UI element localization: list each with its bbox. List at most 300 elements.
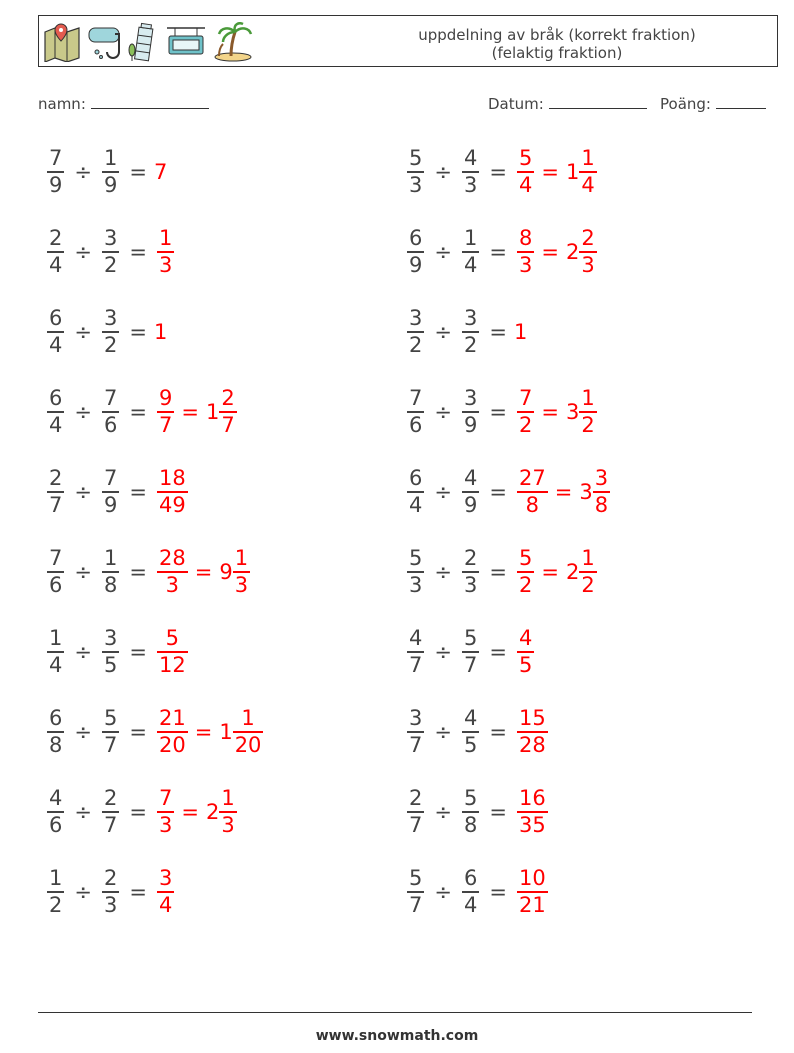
divisor-fraction-denominator: 6 (103, 413, 118, 437)
date-field[interactable] (488, 94, 647, 113)
divisor-fraction-numerator: 1 (463, 226, 478, 250)
mixed-denominator: 3 (581, 253, 595, 277)
divisor-fraction (102, 226, 119, 278)
dividend-fraction-denominator: 7 (409, 653, 423, 677)
divisor-fraction (462, 866, 479, 918)
answer-fraction-numerator: 28 (158, 546, 186, 570)
answer-fraction-denominator: 3 (158, 253, 173, 277)
answer-fraction (157, 546, 188, 598)
problem-item (44, 542, 253, 602)
dividend-fraction-denominator: 6 (49, 813, 63, 837)
mixed-denominator: 7 (221, 413, 235, 437)
equals-sign: = (489, 560, 507, 584)
answer-fraction (157, 626, 188, 678)
divisor-fraction-numerator: 7 (103, 466, 118, 490)
answer-fraction (157, 706, 188, 758)
answer-fraction (517, 146, 534, 198)
equals-sign: = (489, 800, 507, 824)
divisor-fraction-numerator: 5 (463, 626, 478, 650)
answer-fraction (517, 226, 534, 278)
answer (154, 866, 177, 918)
dividend-fraction-denominator: 4 (409, 493, 423, 517)
answer-fraction-numerator: 7 (518, 386, 533, 410)
answer (514, 146, 600, 198)
mixed-whole: 1 (565, 160, 580, 184)
dividend-fraction-numerator: 6 (49, 386, 63, 410)
divisor-fraction-denominator: 7 (463, 653, 478, 677)
divisor-fraction-numerator: 7 (103, 386, 118, 410)
problem-item (404, 542, 600, 602)
footer-divider (38, 1012, 752, 1013)
equals-sign: = (489, 480, 507, 504)
title-line-1: uppdelning av bråk (korrekt fraktion) (418, 26, 696, 44)
dividend-fraction (47, 546, 64, 598)
equals-sign: = (194, 560, 213, 584)
answer-fraction (517, 466, 548, 518)
answer (514, 226, 600, 278)
divisor-fraction (102, 146, 119, 198)
mixed-numerator: 1 (581, 146, 595, 170)
equals-sign: = (489, 720, 507, 744)
dividend-fraction-denominator: 3 (409, 573, 423, 597)
dividend-fraction-denominator: 9 (409, 253, 423, 277)
equals-sign: = (489, 400, 507, 424)
divisor-fraction-denominator: 3 (463, 173, 478, 197)
equals-sign: = (489, 640, 507, 664)
equals-sign: = (129, 560, 147, 584)
answer-fraction-numerator: 18 (158, 466, 186, 490)
mixed-denominator: 8 (594, 493, 609, 517)
divisor-fraction-numerator: 3 (103, 626, 118, 650)
equals-sign: = (489, 880, 507, 904)
divisor-fraction-denominator: 4 (463, 893, 478, 917)
equals-sign: = (129, 400, 147, 424)
problem-item (404, 702, 551, 762)
divisor-fraction-denominator: 2 (103, 253, 118, 277)
answer-fraction-denominator: 28 (518, 733, 546, 757)
dividend-fraction (47, 626, 64, 678)
dividend-fraction (407, 146, 424, 198)
dividend-fraction (47, 226, 64, 278)
divisor-fraction-numerator: 3 (103, 306, 118, 330)
answer-fraction-numerator: 4 (518, 626, 533, 650)
divisor-fraction-denominator: 3 (103, 893, 118, 917)
equals-sign: = (129, 880, 147, 904)
divisor-fraction-denominator: 7 (103, 733, 118, 757)
dividend-fraction-numerator: 2 (49, 466, 63, 490)
dividend-fraction (407, 306, 424, 358)
divide-sign: ÷ (74, 720, 92, 744)
answer-fraction (517, 706, 548, 758)
answer-whole: 1 (153, 320, 168, 344)
dividend-fraction (47, 386, 64, 438)
answer-fraction-numerator: 10 (518, 866, 546, 890)
equals-sign: = (489, 240, 507, 264)
mixed-denominator: 2 (581, 413, 595, 437)
answer-fraction-denominator: 20 (158, 733, 186, 757)
divisor-fraction (462, 786, 479, 838)
answer-fraction (517, 626, 534, 678)
answer-fraction-numerator: 3 (158, 866, 173, 890)
mixed-denominator: 20 (234, 733, 262, 757)
equals-sign: = (554, 480, 573, 504)
dividend-fraction (47, 466, 64, 518)
divide-sign: ÷ (434, 400, 452, 424)
dividend-fraction-numerator: 4 (49, 786, 63, 810)
answer-fraction-numerator: 8 (518, 226, 533, 250)
problem-item (44, 702, 266, 762)
divisor-fraction-denominator: 2 (103, 333, 118, 357)
mixed-numerator: 1 (234, 546, 249, 570)
answer (154, 546, 253, 598)
divisor-fraction-denominator: 9 (103, 173, 118, 197)
equals-sign: = (129, 480, 147, 504)
mixed-numerator: 1 (581, 386, 595, 410)
problem-item (404, 862, 551, 922)
problem-item (404, 622, 537, 682)
dividend-fraction-numerator: 6 (49, 706, 63, 730)
answer (514, 866, 551, 918)
answer-fraction (517, 786, 548, 838)
answer-fraction-denominator: 4 (518, 173, 533, 197)
equals-sign: = (129, 160, 147, 184)
mixed-denominator: 4 (581, 173, 595, 197)
mixed-whole: 3 (565, 400, 580, 424)
divide-sign: ÷ (74, 560, 92, 584)
divisor-fraction-numerator: 3 (463, 306, 478, 330)
answer (514, 466, 613, 518)
footer-url: www.snowmath.com (315, 1028, 479, 1044)
divide-sign: ÷ (434, 240, 452, 264)
divisor-fraction-numerator: 4 (463, 466, 478, 490)
name-blank[interactable] (91, 94, 209, 109)
dividend-fraction-denominator: 3 (409, 173, 423, 197)
answer-fraction (157, 866, 174, 918)
divisor-fraction-numerator: 4 (463, 706, 478, 730)
equals-sign: = (194, 720, 213, 744)
answer-fraction (157, 466, 188, 518)
divisor-fraction-denominator: 8 (103, 573, 118, 597)
equals-sign: = (489, 160, 507, 184)
answer (154, 706, 266, 758)
equals-sign: = (541, 560, 559, 584)
divide-sign: ÷ (74, 160, 92, 184)
divisor-fraction-numerator: 4 (463, 146, 478, 170)
equals-sign: = (129, 640, 147, 664)
dividend-fraction-denominator: 4 (49, 333, 63, 357)
dividend-fraction (47, 786, 64, 838)
dividend-fraction-denominator: 7 (49, 493, 63, 517)
mixed-numerator: 3 (594, 466, 609, 490)
problem-item (404, 782, 551, 842)
mixed-denominator: 3 (234, 573, 249, 597)
divisor-fraction (462, 546, 479, 598)
answer-fraction-denominator: 2 (518, 573, 533, 597)
answer (514, 786, 551, 838)
mixed-numerator: 1 (241, 706, 255, 730)
equals-sign: = (541, 160, 559, 184)
divide-sign: ÷ (74, 640, 92, 664)
divide-sign: ÷ (74, 480, 92, 504)
mixed-denominator: 3 (221, 813, 235, 837)
divisor-fraction-numerator: 2 (103, 866, 118, 890)
divide-sign: ÷ (434, 800, 452, 824)
divide-sign: ÷ (434, 880, 452, 904)
dividend-fraction (407, 786, 424, 838)
mixed-whole: 1 (205, 400, 220, 424)
divide-sign: ÷ (74, 880, 92, 904)
problem-item (44, 462, 191, 522)
answer-fraction-numerator: 1 (158, 226, 173, 250)
answer-fraction-denominator: 21 (518, 893, 546, 917)
answer (154, 786, 240, 838)
mixed-whole: 1 (219, 720, 233, 744)
mixed-whole: 9 (219, 560, 233, 584)
mixed-whole: 2 (565, 560, 580, 584)
answer-fraction-denominator: 2 (518, 413, 533, 437)
answer-fraction-denominator: 5 (518, 653, 533, 677)
problem-item (404, 302, 527, 362)
dividend-fraction-numerator: 7 (409, 386, 423, 410)
dividend-fraction (407, 466, 424, 518)
answer-fraction-denominator: 8 (525, 493, 540, 517)
mixed-fraction (579, 386, 596, 438)
mixed-fraction (579, 146, 596, 198)
name-field[interactable] (38, 94, 209, 113)
date-blank[interactable] (549, 94, 647, 109)
divide-sign: ÷ (434, 640, 452, 664)
answer-fraction-denominator: 3 (518, 253, 533, 277)
dividend-fraction-denominator: 7 (409, 893, 423, 917)
equals-sign: = (129, 720, 147, 744)
answer (154, 626, 191, 678)
equals-sign: = (181, 800, 199, 824)
divisor-fraction-denominator: 9 (463, 413, 478, 437)
header-icons (43, 20, 253, 64)
score-label: Poäng: (660, 95, 711, 113)
divisor-fraction (102, 386, 119, 438)
answer-fraction-numerator: 16 (518, 786, 546, 810)
divisor-fraction-numerator: 3 (103, 226, 118, 250)
answer-fraction-denominator: 12 (158, 653, 186, 677)
answer-fraction-numerator: 15 (518, 706, 546, 730)
divisor-fraction-denominator: 8 (463, 813, 478, 837)
divisor-fraction-denominator: 5 (103, 653, 118, 677)
divisor-fraction-numerator: 1 (103, 546, 118, 570)
dividend-fraction-numerator: 3 (409, 306, 423, 330)
answer-fraction (157, 386, 174, 438)
mixed-whole: 2 (565, 240, 580, 264)
problem-item (404, 142, 600, 202)
answer-fraction-numerator: 5 (165, 626, 180, 650)
answer (514, 386, 600, 438)
problem-item (44, 862, 177, 922)
dividend-fraction-numerator: 5 (409, 866, 423, 890)
equals-sign: = (129, 320, 147, 344)
divide-sign: ÷ (434, 320, 452, 344)
mixed-numerator: 2 (581, 226, 595, 250)
answer-fraction (157, 786, 174, 838)
answer-fraction (517, 866, 548, 918)
divisor-fraction-denominator: 4 (463, 253, 478, 277)
divisor-fraction-numerator: 2 (103, 786, 118, 810)
answer (514, 546, 600, 598)
dividend-fraction (47, 706, 64, 758)
dividend-fraction (407, 866, 424, 918)
answer-fraction-denominator: 3 (165, 573, 180, 597)
answer-fraction (157, 226, 174, 278)
dividend-fraction-numerator: 5 (409, 146, 423, 170)
mixed-fraction (219, 786, 236, 838)
dividend-fraction (407, 706, 424, 758)
date-label: Datum: (488, 95, 544, 113)
dividend-fraction-denominator: 6 (49, 573, 63, 597)
equals-sign: = (489, 320, 507, 344)
answer-fraction-denominator: 3 (158, 813, 173, 837)
palm-island-icon (211, 22, 253, 62)
divide-sign: ÷ (434, 720, 452, 744)
dividend-fraction-denominator: 8 (49, 733, 63, 757)
mixed-denominator: 2 (581, 573, 595, 597)
dividend-fraction-numerator: 6 (409, 226, 423, 250)
divisor-fraction (462, 466, 479, 518)
divisor-fraction-numerator: 5 (103, 706, 118, 730)
mixed-fraction (579, 226, 596, 278)
divisor-fraction-denominator: 9 (103, 493, 118, 517)
divisor-fraction (102, 706, 119, 758)
divisor-fraction-numerator: 1 (103, 146, 118, 170)
answer-fraction-denominator: 7 (158, 413, 173, 437)
divide-sign: ÷ (434, 480, 452, 504)
dividend-fraction-numerator: 2 (409, 786, 423, 810)
answer (154, 226, 177, 278)
answer (514, 320, 527, 344)
map-icon (43, 22, 81, 62)
dividend-fraction-numerator: 7 (49, 546, 63, 570)
divisor-fraction (462, 306, 479, 358)
mixed-whole: 3 (579, 480, 593, 504)
problem-item (44, 302, 167, 362)
answer-whole: 1 (513, 320, 528, 344)
divide-sign: ÷ (74, 240, 92, 264)
dividend-fraction (47, 146, 64, 198)
divisor-fraction (102, 626, 119, 678)
answer-fraction-numerator: 27 (518, 466, 546, 490)
answer-fraction-numerator: 7 (158, 786, 173, 810)
answer-fraction-denominator: 49 (158, 493, 186, 517)
dividend-fraction (407, 386, 424, 438)
name-label: namn: (38, 95, 86, 113)
divisor-fraction (102, 866, 119, 918)
mixed-fraction (233, 546, 250, 598)
problem-item (404, 462, 613, 522)
divisor-fraction-numerator: 6 (463, 866, 478, 890)
score-field[interactable] (660, 94, 766, 113)
answer-fraction-denominator: 35 (518, 813, 546, 837)
problem-item (404, 222, 600, 282)
problem-item (44, 142, 167, 202)
mixed-fraction (593, 466, 610, 518)
divisor-fraction (462, 226, 479, 278)
dividend-fraction-denominator: 7 (409, 813, 423, 837)
divide-sign: ÷ (434, 160, 452, 184)
mixed-fraction (579, 546, 596, 598)
divisor-fraction (102, 306, 119, 358)
problem-item (44, 622, 191, 682)
dividend-fraction-numerator: 5 (409, 546, 423, 570)
worksheet-header (38, 15, 778, 67)
dividend-fraction-numerator: 6 (49, 306, 63, 330)
mixed-numerator: 2 (221, 386, 235, 410)
dividend-fraction (407, 226, 424, 278)
divisor-fraction-numerator: 3 (463, 386, 478, 410)
title-line-2: (felaktig fraktion) (491, 44, 623, 62)
score-blank[interactable] (716, 94, 766, 109)
dividend-fraction-denominator: 7 (409, 733, 423, 757)
divisor-fraction (102, 546, 119, 598)
snorkel-icon (85, 22, 123, 62)
equals-sign: = (129, 240, 147, 264)
answer-fraction-numerator: 21 (158, 706, 186, 730)
mixed-numerator: 1 (221, 786, 235, 810)
divide-sign: ÷ (74, 800, 92, 824)
problem-item (44, 782, 240, 842)
equals-sign: = (181, 400, 199, 424)
dividend-fraction (47, 866, 64, 918)
answer (514, 626, 537, 678)
dividend-fraction-denominator: 2 (49, 893, 63, 917)
worksheet-title (377, 26, 737, 62)
mixed-fraction (219, 386, 236, 438)
answer-whole: 7 (153, 160, 168, 184)
dividend-fraction-numerator: 7 (49, 146, 63, 170)
dividend-fraction-denominator: 4 (49, 253, 63, 277)
answer-fraction-numerator: 5 (518, 546, 533, 570)
answer (154, 320, 167, 344)
tower-of-pisa-icon (127, 22, 161, 62)
divisor-fraction (462, 626, 479, 678)
divisor-fraction (462, 386, 479, 438)
dividend-fraction-numerator: 3 (409, 706, 423, 730)
dividend-fraction (407, 546, 424, 598)
dividend-fraction-denominator: 6 (409, 413, 423, 437)
divide-sign: ÷ (74, 400, 92, 424)
divide-sign: ÷ (74, 320, 92, 344)
mixed-fraction (233, 706, 264, 758)
divisor-fraction-denominator: 9 (463, 493, 478, 517)
divisor-fraction (462, 146, 479, 198)
answer-fraction (517, 546, 534, 598)
answer-fraction-denominator: 4 (158, 893, 173, 917)
equals-sign: = (541, 400, 559, 424)
answer (154, 160, 167, 184)
divisor-fraction-denominator: 7 (103, 813, 118, 837)
answer (154, 466, 191, 518)
answer (154, 386, 240, 438)
divisor-fraction-numerator: 5 (463, 786, 478, 810)
problem-item (404, 382, 600, 442)
dividend-fraction (407, 626, 424, 678)
answer (514, 706, 551, 758)
equals-sign: = (129, 800, 147, 824)
hotel-sign-icon (165, 22, 207, 62)
mixed-whole: 2 (205, 800, 220, 824)
dividend-fraction-denominator: 2 (409, 333, 423, 357)
answer-fraction-numerator: 9 (158, 386, 173, 410)
divisor-fraction-denominator: 2 (463, 333, 478, 357)
answer-fraction-numerator: 5 (518, 146, 533, 170)
dividend-fraction-denominator: 9 (49, 173, 63, 197)
